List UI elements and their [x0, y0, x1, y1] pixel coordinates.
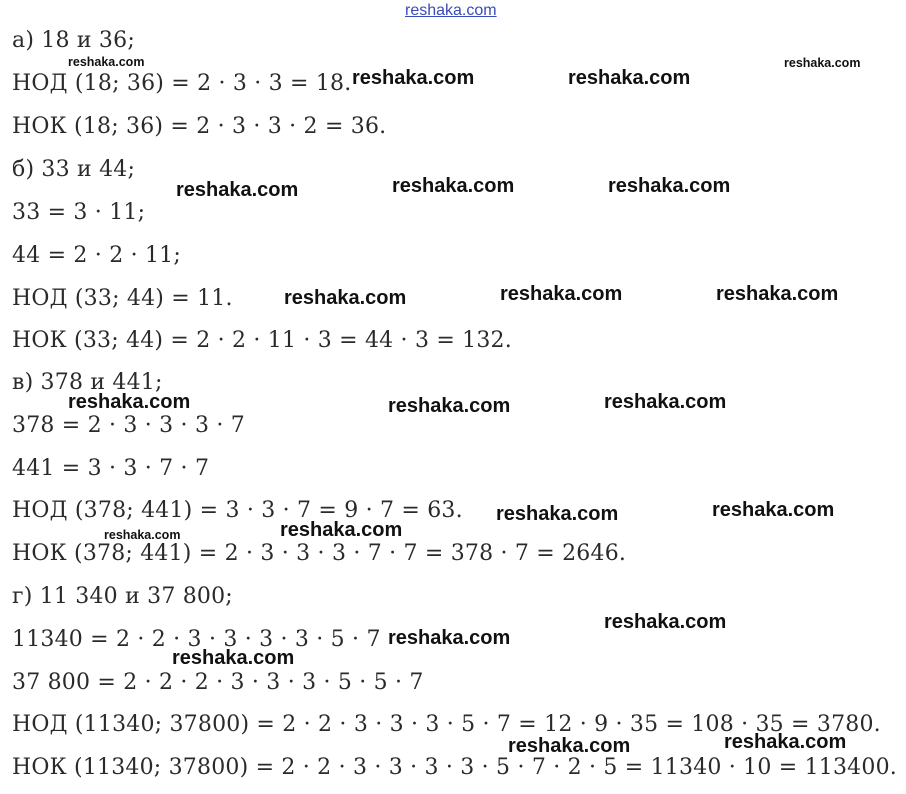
part-d-gcd: НОД (11340; 37800) = 2 · 2 · 3 · 3 · 3 · 5 · 7 = 12 · 9 · 35 = 108 · 35 = 3780. [12, 712, 881, 737]
part-b-heading: б) 33 и 44; [12, 157, 136, 182]
part-a-lcm: НОК (18; 36) = 2 · 3 · 3 · 2 = 36. [12, 114, 387, 139]
part-d-heading: г) 11 340 и 37 800; [12, 584, 233, 609]
watermark: reshaka.com [508, 735, 631, 757]
watermark: reshaka.com [496, 503, 619, 525]
watermark: reshaka.com [568, 67, 691, 89]
part-c-heading: в) 378 и 441; [12, 370, 163, 395]
watermark: reshaka.com [784, 56, 861, 70]
watermark: reshaka.com [176, 179, 299, 201]
watermark: reshaka.com [500, 283, 623, 305]
part-d-factor-11340: 11340 = 2 · 2 · 3 · 3 · 3 · 3 · 5 · 7 [12, 627, 381, 652]
part-c-factor-441: 441 = 3 · 3 · 7 · 7 [12, 456, 210, 481]
part-d-factor-37800: 37 800 = 2 · 2 · 2 · 3 · 3 · 3 · 5 · 5 · 7 [12, 670, 424, 695]
watermark: reshaka.com [712, 499, 835, 521]
watermark: reshaka.com [388, 395, 511, 417]
watermark-top: reshaka.com [405, 2, 497, 19]
part-b-lcm: НОК (33; 44) = 2 · 2 · 11 · 3 = 44 · 3 = 132. [12, 328, 512, 353]
watermark: reshaka.com [388, 627, 511, 649]
part-c-gcd: НОД (378; 441) = 3 · 3 · 7 = 9 · 7 = 63. [12, 498, 463, 523]
part-a-gcd: НОД (18; 36) = 2 · 3 · 3 = 18. [12, 71, 352, 96]
watermark: reshaka.com [104, 528, 181, 542]
watermark: reshaka.com [392, 175, 515, 197]
watermark: reshaka.com [724, 731, 847, 753]
part-b-gcd: НОД (33; 44) = 11. [12, 286, 233, 311]
watermark: reshaka.com [172, 647, 295, 669]
watermark: reshaka.com [284, 287, 407, 309]
watermark: reshaka.com [604, 391, 727, 413]
watermark: reshaka.com [68, 55, 145, 69]
watermark: reshaka.com [716, 283, 839, 305]
part-c-factor-378: 378 = 2 · 3 · 3 · 3 · 7 [12, 413, 245, 438]
part-c-lcm: НОК (378; 441) = 2 · 3 · 3 · 3 · 7 · 7 = 378 · 7 = 2646. [12, 541, 627, 566]
part-a-heading: а) 18 и 36; [12, 28, 135, 53]
watermark: reshaka.com [608, 175, 731, 197]
watermark: reshaka.com [280, 519, 403, 541]
watermark: reshaka.com [68, 391, 191, 413]
part-b-factor-44: 44 = 2 · 2 · 11; [12, 243, 181, 268]
watermark: reshaka.com [604, 611, 727, 633]
watermark: reshaka.com [352, 67, 475, 89]
part-d-lcm: НОК (11340; 37800) = 2 · 2 · 3 · 3 · 3 · 3 · 5 · 7 · 2 · 5 = 11340 · 10 = 113400. [12, 755, 897, 780]
part-b-factor-33: 33 = 3 · 11; [12, 200, 146, 225]
